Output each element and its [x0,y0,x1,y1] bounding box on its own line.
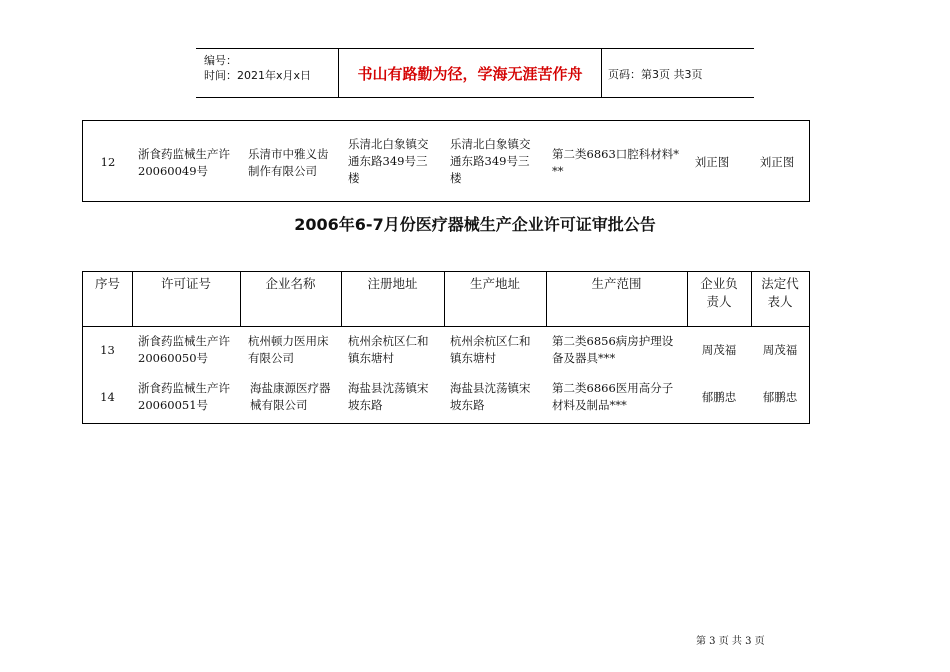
reg-line-1: 杭州余杭区仁和 [348,334,429,348]
page-header [196,48,754,98]
manager-name: 刘正图 [694,155,730,169]
prod-line-3: 楼 [450,171,462,185]
header-company: 企业名称 [265,276,316,291]
company-name [248,146,329,180]
header-motto: 书山有路勤为径，学海无涯苦作舟 [338,49,602,97]
header-divider [83,326,809,327]
license-line-2: 20060051号 [138,398,209,412]
header-meta [204,53,311,83]
company-line-2: 械有限公司 [250,398,308,412]
header-manager-line-2: 责人 [706,294,732,309]
scope-line-2: ** [552,164,564,178]
production-scope [552,333,673,367]
license-line-1: 浙食药监械生产许 [138,334,230,348]
license-number [138,380,230,414]
row-index: 12 [100,155,116,169]
header-legal-line-1: 法定代 [761,276,799,291]
license-number [138,333,230,367]
header-legal-representative [751,275,809,311]
license-number [138,146,230,180]
company-name [248,333,329,367]
legal-representative: 郁鹏忠 [762,390,798,404]
prod-line-1: 杭州余杭区仁和 [450,334,531,348]
production-address [450,333,531,367]
header-license: 许可证号 [160,276,211,291]
legal-representative: 刘正图 [759,155,795,169]
prod-line-1: 乐清北白象镇交 [450,137,531,151]
scope-line-1: 第二类6856病房护理设 [552,334,674,348]
company-line-2: 有限公司 [248,351,294,365]
reg-line-2: 通东路349号三 [348,154,428,168]
legal-representative: 周茂福 [762,343,798,357]
reg-line-2: 镇东塘村 [348,351,394,365]
previous-table-fragment [82,120,810,202]
header-production-address: 生产地址 [469,276,520,291]
scope-line-2: 备及器具*** [552,351,616,365]
header-page-number: 页码：第3页 共3页 [608,68,703,81]
row-index: 14 [100,390,115,404]
manager-name: 郁鹏忠 [701,390,737,404]
approval-table [82,271,810,424]
document-number-label: 编号： [204,54,237,67]
company-name [250,380,331,414]
license-line-1: 浙食药监械生产许 [138,381,230,395]
company-line-2: 制作有限公司 [248,164,317,178]
page-footer: 第 3 页 共 3 页 [696,636,765,647]
scope-line-1: 第二类6863口腔科材料* [552,147,680,161]
header-manager [687,275,751,311]
production-scope [552,146,679,180]
license-line-1: 浙食药监械生产许 [138,147,230,161]
prod-line-2: 坡东路 [450,398,485,412]
reg-line-2: 坡东路 [348,398,383,412]
header-index: 序号 [94,276,120,291]
registered-address [348,136,429,187]
company-line-1: 海盐康源医疗器 [250,381,331,395]
reg-line-3: 楼 [348,171,360,185]
production-address [450,380,531,414]
header-production-scope: 生产范围 [591,276,642,291]
production-address [450,136,531,187]
document-time: 时间：2021年x月x日 [204,69,312,82]
company-line-1: 乐清市中雅义齿 [248,147,329,161]
manager-name: 周茂福 [701,343,737,357]
scope-line-1: 第二类6866医用高分子 [552,381,674,395]
registered-address [348,333,429,367]
prod-line-2: 镇东塘村 [450,351,496,365]
header-registered-address: 注册地址 [367,276,418,291]
prod-line-1: 海盐县沈荡镇宋 [450,381,531,395]
company-line-1: 杭州顿力医用床 [248,334,329,348]
reg-line-1: 乐清北白象镇交 [348,137,429,151]
header-manager-line-1: 企业负 [700,276,738,291]
license-line-2: 20060050号 [138,351,209,365]
scope-line-2: 材料及制品*** [552,398,627,412]
reg-line-1: 海盐县沈荡镇宋 [348,381,429,395]
prod-line-2: 通东路349号三 [450,154,530,168]
license-line-2: 20060049号 [138,164,209,178]
header-legal-line-2: 表人 [767,294,793,309]
row-index: 13 [100,343,115,357]
production-scope [552,380,673,414]
registered-address [348,380,429,414]
announcement-title: 2006年6-7月份医疗器械生产企业许可证审批公告 [294,215,656,234]
